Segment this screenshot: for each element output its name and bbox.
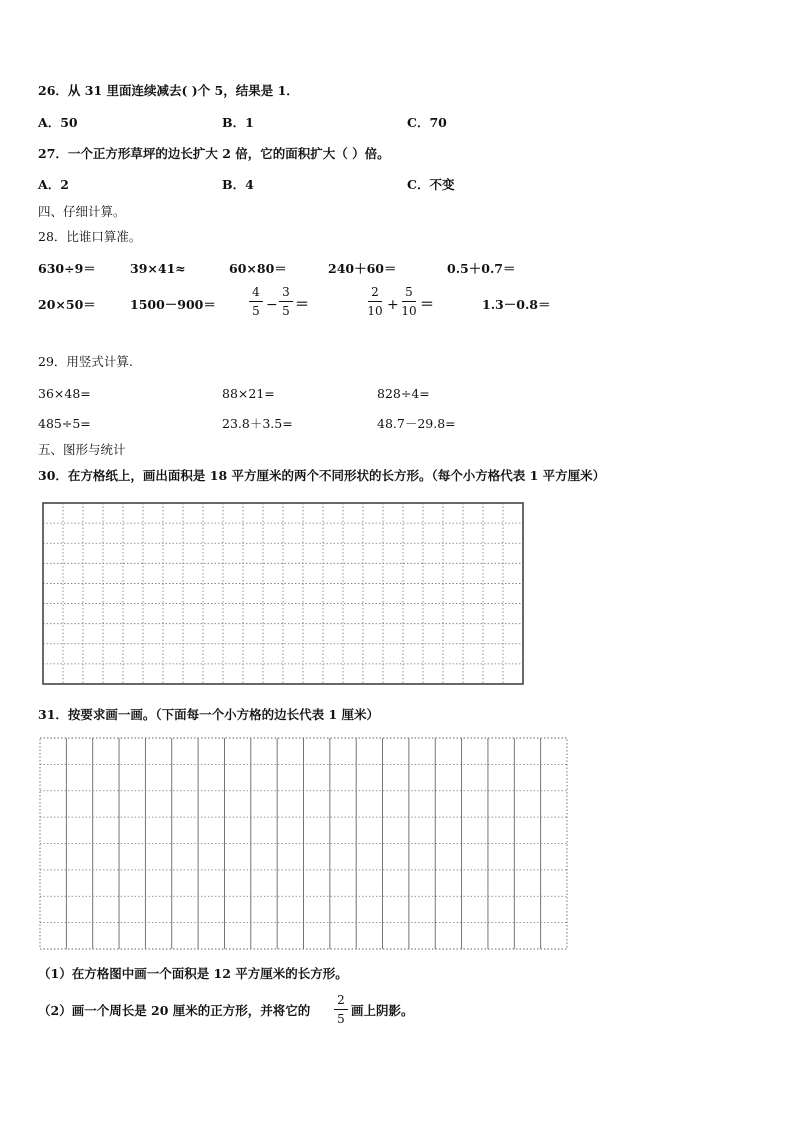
fraction-bar	[334, 1009, 348, 1010]
q28-stem: 28．比谁口算准。	[38, 229, 142, 244]
fraction-numerator: 3	[282, 285, 290, 299]
section-4-heading: 四、仔细计算。	[38, 204, 126, 219]
section-5-heading: 五、图形与统计	[38, 442, 126, 457]
q28-fraction-1-operator: −	[266, 297, 278, 313]
fraction-denominator: 5	[337, 1012, 345, 1026]
q29-item-1: 36×48=	[38, 386, 91, 401]
fraction-denominator: 5	[282, 304, 290, 318]
q27-option-c: C．不变	[407, 177, 455, 192]
q28-item-7: 1500－900＝	[130, 297, 216, 312]
q28-item-4: 240＋60＝	[328, 261, 397, 276]
q29-stem: 29．用竖式计算.	[38, 354, 133, 369]
q28-item-2: 39×41≈	[130, 261, 186, 276]
fraction-denominator: 5	[252, 304, 260, 318]
q27-stem: 27．一个正方形草坪的边长扩大 2 倍，它的面积扩大（ ）倍。	[38, 146, 390, 161]
q31-sub-2-suffix: 画上阴影。	[351, 1003, 414, 1018]
q29-item-4: 485÷5=	[38, 416, 91, 431]
fraction-numerator: 4	[252, 285, 260, 299]
q28-item-1: 630÷9＝	[38, 261, 96, 276]
q31-sub-1: （1）在方格图中画一个面积是 12 平方厘米的长方形。	[38, 966, 348, 981]
q31-sub-2-fraction	[333, 993, 349, 1026]
q31-sub-2-text: （2）画一个周长是 20 厘米的正方形，并将它的	[38, 1003, 311, 1018]
q28-item-10: 1.3－0.8＝	[482, 297, 551, 312]
q28-item-6: 20×50＝	[38, 297, 96, 312]
q29-item-2: 88×21=	[222, 386, 275, 401]
q29-item-5: 23.8＋3.5=	[222, 416, 293, 431]
fraction-numerator: 5	[405, 285, 413, 299]
fraction-numerator: 2	[371, 285, 379, 299]
q28-item-5: 0.5＋0.7＝	[447, 261, 516, 276]
q27-option-b: B．4	[222, 177, 254, 192]
q30-stem: 30．在方格纸上，画出面积是 18 平方厘米的两个不同形状的长方形。（每个小方格代表 1 平方厘米）	[38, 468, 606, 483]
q31-stem: 31．按要求画一画。（下面每一个小方格的边长代表 1 厘米）	[38, 707, 380, 722]
q26-stem: 26．从 31 里面连续减去( )个 5，结果是 1．	[38, 83, 299, 98]
q28-fraction-1-equals: ＝	[295, 297, 309, 313]
q26-option-c: C．70	[407, 115, 447, 130]
q27-option-a: A．2	[38, 177, 69, 192]
fraction-denominator: 10	[367, 304, 383, 318]
q28-fraction-2-operator: +	[387, 297, 399, 313]
fraction-numerator: 2	[337, 993, 345, 1007]
fraction-denominator: 10	[401, 304, 417, 318]
q29-item-6: 48.7－29.8=	[377, 416, 456, 431]
q29-item-3: 828÷4=	[377, 386, 430, 401]
q28-item-3: 60×80＝	[229, 261, 287, 276]
q26-option-a: A．50	[38, 115, 78, 130]
q28-fraction-2-equals: ＝	[420, 297, 434, 313]
q26-option-b: B．1	[222, 115, 254, 130]
